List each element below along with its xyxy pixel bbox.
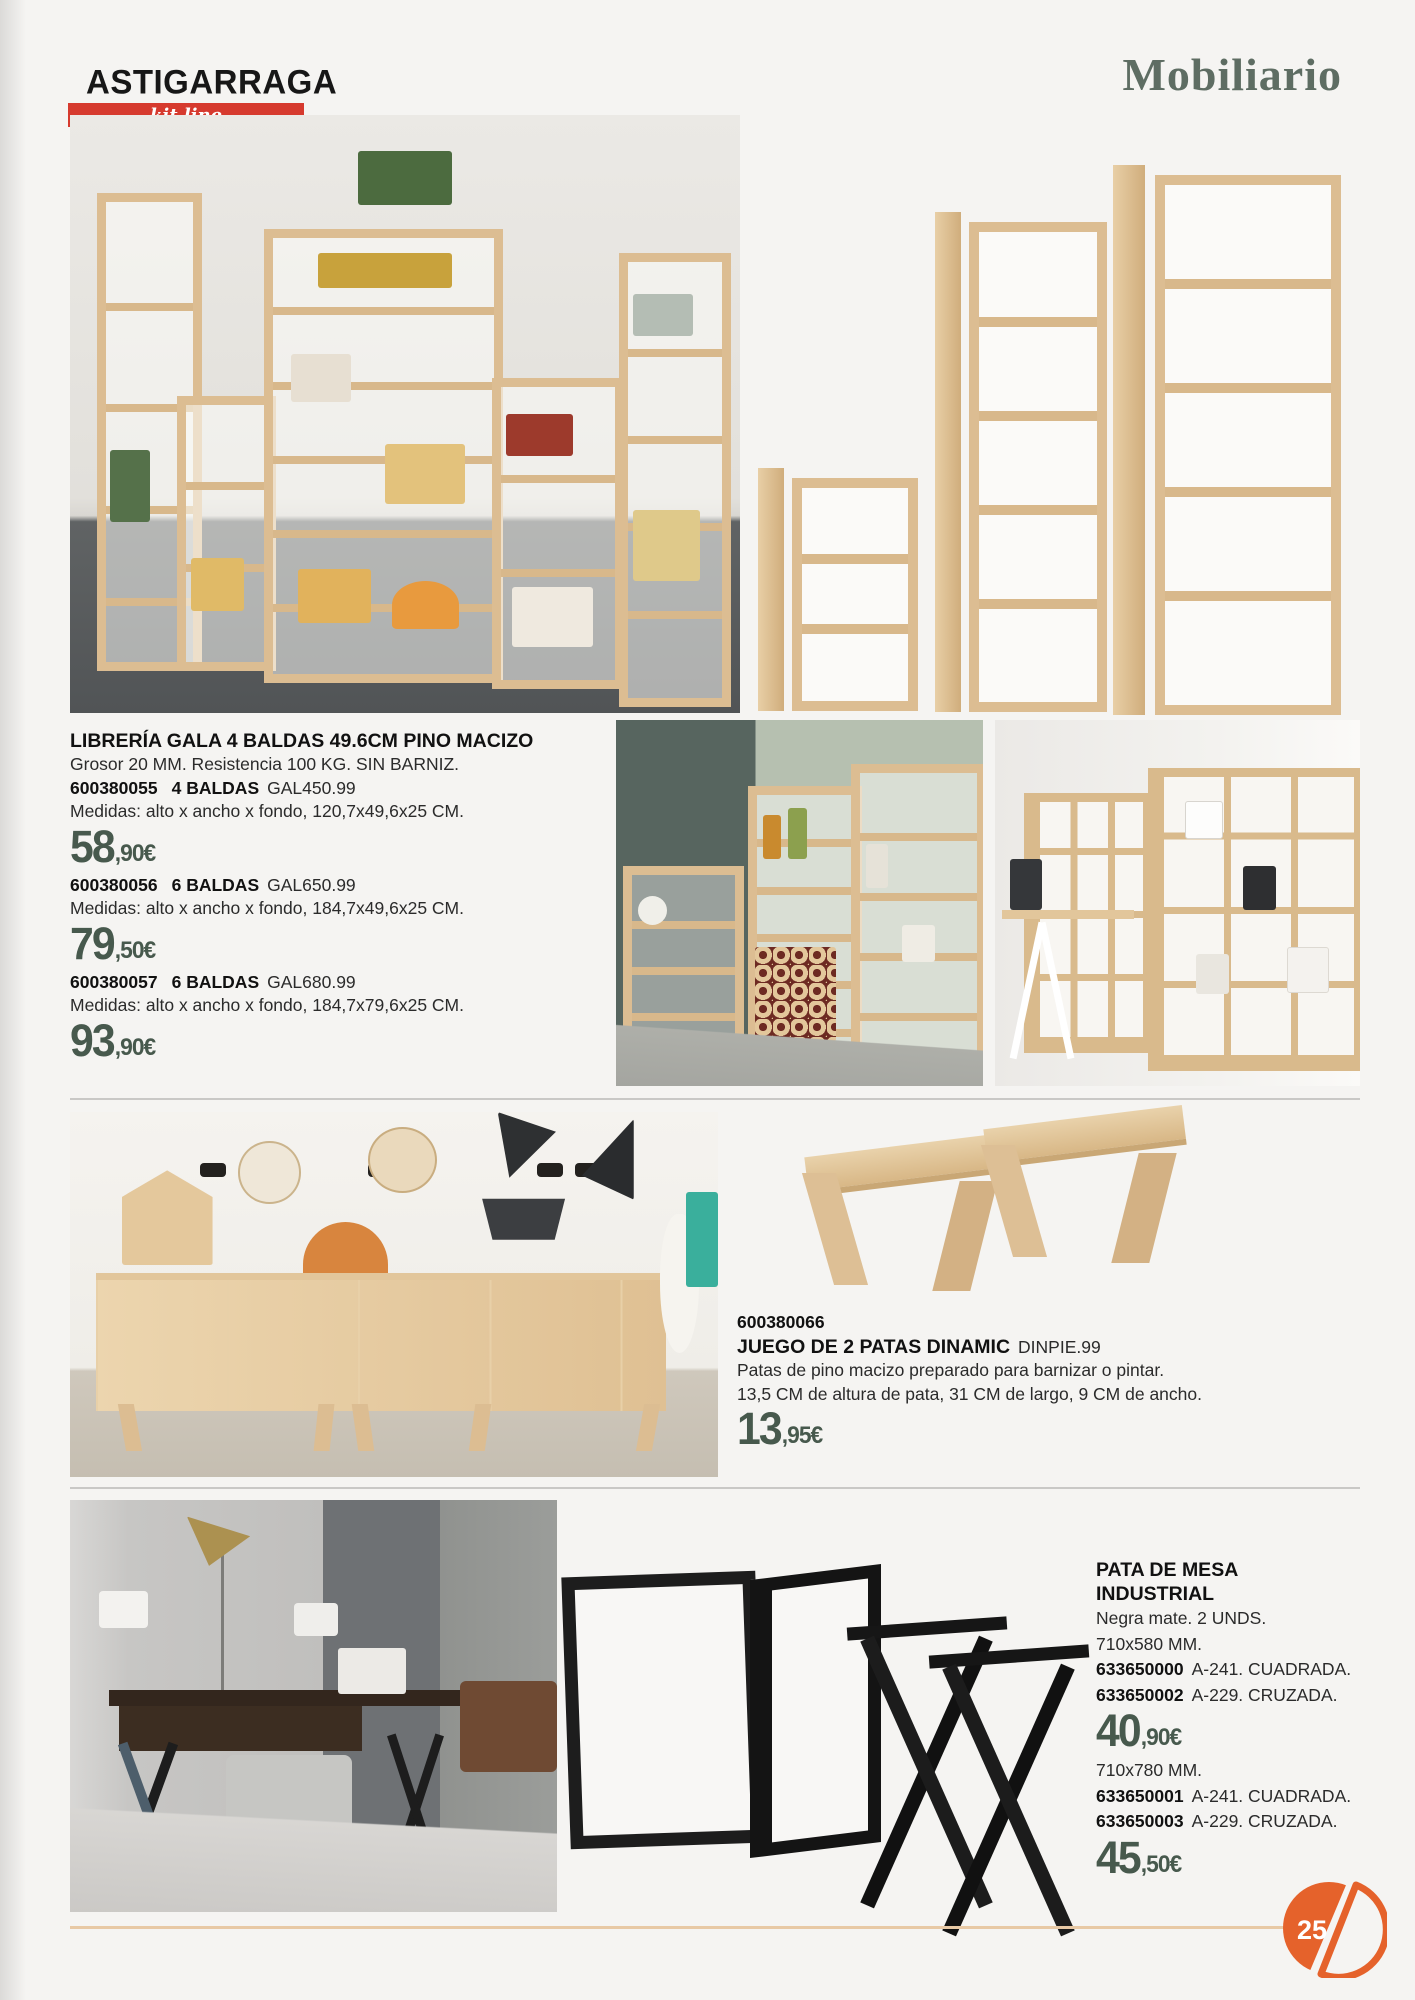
- shelf-plank: [758, 468, 784, 711]
- shelf-unit-graphic: [623, 866, 744, 1067]
- variant-measures: Medidas: alto x ancho x fondo, 184,7x49,6x25 CM.: [70, 898, 464, 918]
- variant-code-line: 600380056 6 BALDAS GAL650.99: [70, 874, 356, 895]
- bench-graphic: [460, 1681, 557, 1772]
- shelf-plank: [1113, 165, 1145, 715]
- gala-shelf-small-photo: [758, 468, 918, 711]
- product-desc: 13,5 CM de altura de pata, 31 CM de largo, 9 CM de ancho.: [737, 1383, 1202, 1404]
- shelf-frame: [1155, 175, 1341, 715]
- shelf-plank: [935, 212, 961, 712]
- shelf-item: [191, 558, 245, 612]
- shelf-item: [633, 510, 700, 582]
- variant-code-line: 600380057 6 BALDAS GAL680.99: [70, 971, 356, 992]
- size-label: 710x780 MM.: [1096, 1760, 1203, 1780]
- variant-code-line: 600380055 4 BALDAS GAL450.99: [70, 777, 356, 798]
- shelf-item: [788, 808, 806, 859]
- product-title: LIBRERÍA GALA 4 BALDAS 49.6CM PINO MACIZO: [70, 730, 534, 752]
- kids-cabinet-photo: [70, 1112, 718, 1477]
- pantry-room-photo: [70, 115, 740, 713]
- lamp-stem-graphic: [221, 1549, 224, 1697]
- shelf-item: [1287, 947, 1329, 993]
- gala-caption: [70, 729, 610, 1066]
- gala-shelf-large-photo: [1113, 165, 1341, 715]
- shelf-item: [318, 253, 452, 289]
- shelf-item: [763, 815, 781, 859]
- product-title-line: JUEGO DE 2 PATAS DINAMIC DINPIE.99: [737, 1335, 1101, 1358]
- page-number-badge: [1283, 1878, 1387, 1978]
- sail-boat-graphic: [582, 1119, 634, 1199]
- shelf-item: [298, 569, 372, 623]
- product-title: PATA DE MESA: [1096, 1559, 1239, 1581]
- product-subtitle: Negra mate. 2 UNDS.: [1096, 1608, 1267, 1628]
- cabinet-row-graphic: [96, 1273, 666, 1411]
- toy-rainbow-graphic: [303, 1222, 387, 1273]
- pantry-green-photo: [616, 720, 983, 1086]
- shelf-item: [633, 294, 693, 336]
- cube-shelf-graphic: [1148, 768, 1360, 1071]
- desk-top-graphic: [109, 1690, 499, 1706]
- garland-graphic: [368, 1127, 437, 1193]
- cabinet-leg: [118, 1404, 142, 1451]
- wall-lamp-graphic: [294, 1603, 338, 1636]
- garland-graphic: [238, 1141, 300, 1203]
- ottoman-graphic: [226, 1755, 353, 1854]
- dinamic-legs-photo: [800, 1105, 1200, 1310]
- variant-measures: Medidas: alto x ancho x fondo, 184,7x79,6x25 CM.: [70, 995, 464, 1015]
- shelf-unit-graphic: [177, 396, 275, 671]
- variant-measures: Medidas: alto x ancho x fondo, 120,7x49,6x25 CM.: [70, 801, 464, 821]
- shelf-item: [291, 354, 351, 402]
- shelf-item: [902, 925, 935, 962]
- shelf-item: [110, 450, 150, 522]
- wood-leg-graphic: [985, 1117, 1195, 1267]
- desk-top-graphic: [1002, 910, 1133, 919]
- page-section-title: Mobiliario: [1122, 49, 1342, 100]
- shelf-frame: [969, 222, 1107, 712]
- price: 79 ,50€: [70, 917, 156, 969]
- price: 45 ,50€: [1096, 1831, 1182, 1883]
- variant-code-line: 633650002 A-229. CRUZADA.: [1096, 1684, 1338, 1705]
- gala-shelf-medium-photo: [935, 212, 1107, 712]
- page-number: 25: [1297, 1915, 1328, 1945]
- shelf-item: [1185, 801, 1224, 840]
- wall-lamp-graphic: [99, 1591, 148, 1628]
- shelf-unit-graphic: [851, 764, 983, 1082]
- cabinet-handle: [200, 1163, 226, 1177]
- shelf-item: [512, 587, 592, 647]
- product-desc: Patas de pino macizo preparado para barnizar o pintar.: [737, 1360, 1165, 1380]
- product-subtitle: Grosor 20 MM. Resistencia 100 KG. SIN BARNIZ.: [70, 754, 460, 774]
- footer-accent-line: [70, 1926, 1288, 1929]
- desk-drawer-graphic: [119, 1706, 363, 1751]
- price: 58 ,90€: [70, 820, 156, 872]
- industrial-caption: [1096, 1558, 1376, 1883]
- teal-box-graphic: [686, 1192, 718, 1287]
- shelf-item: [638, 896, 667, 925]
- shelf-item: [358, 151, 452, 205]
- variant-code-line: 633650001 A-241. CUADRADA.: [1096, 1785, 1352, 1806]
- toy-house-graphic: [122, 1170, 213, 1265]
- x-leg-graphic: [935, 1650, 1085, 1940]
- cabinet-handle: [537, 1163, 563, 1177]
- brand-logo-text: ASTIGARRAGA: [86, 62, 338, 101]
- shelf-frame: [792, 478, 918, 711]
- monitor-graphic: [1010, 859, 1043, 910]
- shelf-item: [506, 414, 573, 456]
- white-box-graphic: [338, 1648, 406, 1693]
- price: 13 ,95€: [737, 1403, 823, 1454]
- cabinet-leg: [636, 1404, 660, 1451]
- square-leg-graphic: [561, 1571, 764, 1850]
- lamp-cone-graphic: [187, 1516, 250, 1565]
- shelf-item: [1196, 954, 1229, 994]
- office-shelving-photo: [995, 720, 1360, 1086]
- wine-rack-graphic: [755, 947, 836, 1042]
- cabinet-leg: [314, 1404, 335, 1451]
- shelf-item: [385, 444, 465, 504]
- product-title: INDUSTRIAL: [1096, 1583, 1215, 1605]
- shelf-item: [1243, 866, 1276, 910]
- cabinet-leg: [352, 1404, 375, 1451]
- section-divider: [70, 1098, 1360, 1100]
- dinamic-caption: [737, 1311, 1357, 1454]
- cabinet-leg: [468, 1404, 491, 1451]
- shelf-item: [866, 844, 888, 888]
- shelf-item: [392, 581, 459, 629]
- size-label: 710x580 MM.: [1096, 1633, 1203, 1654]
- variant-code-line: 633650003 A-229. CRUZADA.: [1096, 1811, 1338, 1831]
- section-divider: [70, 1487, 1360, 1489]
- variant-code-line: 633650000 A-241. CUADRADA.: [1096, 1659, 1352, 1679]
- price: 40 ,90€: [1096, 1705, 1182, 1756]
- price: 93 ,90€: [70, 1014, 156, 1066]
- product-code: 600380066: [737, 1312, 825, 1332]
- desk-room-photo: [70, 1500, 557, 1912]
